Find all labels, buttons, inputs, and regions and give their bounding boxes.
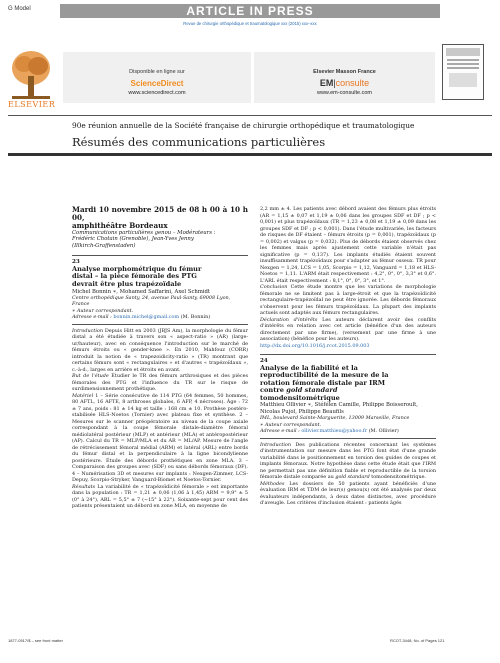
title-part: contre <box>260 386 287 395</box>
abstract-24-introduction <box>260 442 436 481</box>
section-text-end: tomodensitométrique. <box>369 474 427 481</box>
gmodel-label: G Model <box>8 6 31 12</box>
conference-line: 90e réunion annuelle de la Société française de chirurgie orthopédique et traumatologique <box>72 121 415 130</box>
section-label: Méthodes <box>260 480 285 487</box>
header-rule <box>8 115 492 116</box>
section-text: Depuis Hitt en 2003 (JBJS Am), la morphologie du fémur distal a été étudiée à travers son « aspect-ratio » (AR) (large-ur/hauteur), avec en conséquence l'introduction sur le marché de fémurs étroits ou « gender-knee ». En 2010, Mahfouz (CORR) introduit la notion de « trapezoidicity-ratio » (TR) montrant que certains fémurs sont « rectangulaires » et d'autres « trapézoïdaux », c.-à-d., larges en arrière et étroits en avant. <box>72 327 248 373</box>
abstract-24-title-1: Analyse de la fiabilité et la <box>260 363 358 372</box>
section-label: Résultats <box>72 483 96 490</box>
abstract-24-methods <box>260 481 436 507</box>
title-part-italic: gold standard <box>286 386 338 395</box>
em-consulte-box <box>254 52 435 103</box>
separator <box>260 354 436 355</box>
abstract-24-authors-2: Nicolas Pujol, Philippe Beaufils <box>260 408 344 415</box>
section-label: Déclaration d'intérêts <box>260 316 318 323</box>
section-label: Introduction <box>260 441 291 448</box>
section-text: La variabilité de « trapézoïdicité fémorale » est importante dans la population : TR = 1,21 ± 0,06 (1,06 à 1,45) ARM = 9,9° ± 5 (0° à 24°), ARL = 5,5° ± 7 (−15° à 22°). Soixante-sept pour cent des patients présentaient un débord en zone MLA, en moyenne de <box>72 483 248 510</box>
section-label: Matériel <box>72 392 94 399</box>
separator <box>260 438 436 439</box>
section-text: Étudier le TR des fémurs arthrosiques et des pièces fémorales des PTG et l'influence du TR sur le risque de surdimensionnement prothétique. <box>72 373 248 393</box>
session-moderators-2: (Illkirch-Graffenstaden) <box>72 242 136 249</box>
em-brand-part: EM <box>319 78 334 88</box>
abstract-24-number: 24 <box>260 358 268 364</box>
abstract-23-title-1: Analyse morphométrique du fémur <box>72 264 202 273</box>
sciencedirect-brand: ScienceDirect <box>130 79 184 88</box>
session-moderators-1: Frédéric Chotain (Grenoble), Jean-Yves Jenny <box>72 236 194 243</box>
abstract-23-email-line <box>72 314 248 321</box>
separator <box>72 324 248 325</box>
abstract-23-goal <box>72 373 248 393</box>
abstract-24-title-3: rotation fémorale distale par IRM <box>260 378 386 387</box>
email-owner: (M. Bonnin) <box>179 314 211 321</box>
email-label: Adresse e-mail : <box>260 428 302 435</box>
section-text: Des publications récentes concernant les systèmes d'instrumentation sur mesure dans les PTG font état d'une grande variabilité dans le positionnement en torsion des guides de coupes et implants fémoraux. Notre hypothèse dans cette étude était que l'IRM ne permettait pas une définition fiable et reproductible de la torsion fémorale distale comparée au <box>260 441 436 481</box>
email-label: Adresse e-mail : <box>72 314 114 321</box>
left-column <box>72 206 248 510</box>
section-label: But de l'étude <box>72 373 109 380</box>
sciencedirect-box <box>63 52 251 103</box>
abstract-23-authors: Michel Bonnin ∗, Mohamed Saffarini, Axel Schmidt <box>72 288 211 295</box>
em-consulte-brand: EM|consulte <box>319 78 370 88</box>
session-title-line-2: amphithéâtre Bordeaux <box>72 221 168 230</box>
abstract-23-introduction <box>72 328 248 374</box>
separator <box>72 255 248 256</box>
section-text: Les auteurs déclarent avoir des conflits d'intérêts en relation avec cet article (bénéfice d'un des auteurs directement par une firme), (versement par une firme à une association) (bénéfice pour les auteurs). <box>260 316 437 342</box>
abstract-23-declaration <box>260 317 436 343</box>
abstract-23-results <box>72 484 248 510</box>
page-title: Résumés des communications particulières <box>72 135 326 149</box>
session-title-line-1: Mardi 10 novembre 2015 de 08 h 00 à 10 h 00, <box>72 205 248 222</box>
title-rule <box>8 153 492 156</box>
section-text: Les dossiers de 50 patients ayant bénéficiés d'une évaluation IRM et TDM de leur(s) genou(x) ont été analysés par deux évaluateurs indépendants, à deux dates distinctes, avec procédure d'aveugle. Les critères d'inclusion étaient : patients âgés <box>260 480 436 507</box>
elsevier-tree-logo <box>8 46 54 102</box>
abstract-23-conclusion <box>260 284 436 317</box>
abstract-24-corresponding: ∗ Auteur correspondant. <box>260 421 322 428</box>
abstract-23-affiliation-1: Centre orthopédique Santy, 24, avenue Paul-Santy, 69008 Lyon, <box>72 294 231 301</box>
abstract-23-number: 23 <box>72 259 80 266</box>
section-label: Conclusion <box>260 284 288 290</box>
abstract-23-material <box>72 393 248 484</box>
footer-issn: 1877-0517/$ – see front matter <box>8 638 63 643</box>
section-label: Introduction <box>72 327 103 334</box>
article-in-press-banner: ARTICLE IN PRESS <box>60 4 440 18</box>
abstract-23-title-2: distal – la pièce fémorale des PTG <box>72 272 197 281</box>
abstract-24-email-link[interactable]: ollivier.matthieu@yahoo.fr <box>301 428 368 435</box>
abstract-24-authors-1: Matthieu Ollivier ∗, Stéfélen Camille, Philippe Boisseroult, <box>260 402 418 409</box>
consulte-brand-part: consulte <box>335 78 370 88</box>
abstract-23-doi-link[interactable]: http://dx.doi.org/10.1016/j.rcot.2015.09.003 <box>260 342 370 349</box>
abstract-23-results-continued: 2,2 mm ± 4. Les patients avec débord avaient des fémurs plus étroits (AR = 1,15 ± 0,07 et 1,19 ± 0,06 dans les groupes SDF et DF ; p < 0,001) et plus trapézoïdaux (TR = 1,23 ± 0,08 et 1,19 ± 0,09 dans les groupes SDF et DF ; p < 0,001). Dans l'étude multivariée, les facteurs de risques de DF étaient – fémurs étroits (p = 0,001), trapézoïdaux (p = 0,002) et valgus (p = 0,032). Plus de débords étaient observés chez les femmes mais après ajustement cette variable n'était pas significative (p = 0,137). Les implants étudiés étaient souvent insuffisamment trapézoïdaux pour s'adapter au fémur osseux. TR pour Nexgen = 1,24, LCS = 1,05, Scorpio = 1,12, Vanguard = 1,18 et HLS-Noetos = 1,11. L'ARM était respectivement : 4,2°, 0°, 0°, 3,3° et 0,6°. L'ARL était respectivement : 8,1°, 0°, 0°, 3°, et 1°. <box>260 206 436 284</box>
abstract-23-email-link[interactable]: bonnin.michel@gmail.com <box>113 314 180 321</box>
abstract-24-title-2: reproductibilité de la mesure de la <box>260 371 389 380</box>
abstract-24-title-5: tomodensitométrique <box>260 393 340 402</box>
elsevier-wordmark: ELSEVIER <box>8 100 56 109</box>
abstract-23-affiliation-2: France <box>72 301 90 308</box>
right-column <box>260 206 436 507</box>
publisher-label: Elsevier Masson France <box>313 69 376 75</box>
abstract-23-title-3: devrait être plus trapézoïdale <box>72 279 182 288</box>
abstract-24-affiliation: IML, boulevard Sainte-Marguerite, 13009 Marseille, France <box>260 415 410 422</box>
available-online-label: Disponible en ligne sur <box>129 69 185 75</box>
session-topic: Communications particulières genou – Modérateurs : <box>72 230 216 236</box>
section-text-italic: gold standard <box>335 474 370 481</box>
section-text: 1 – Série consécutive de 114 PTG (64 femmes, 50 hommes, 80 AFTL, 16 AFTE, 8 arthroses globales, 6 AFP, 4 nécroses). Âge : 72 ± 7 ans, poids : 81 ± 14 kg et taille : 168 cm ± 10. Prothèse postéro-stabilisée HLS-Noetos (Tornier) avec plateau fixe et synthèse. 2 – Mesures sur le scanner préopératoire au niveau de la coupe axiale correspondant à la coupe fémorale distale-diamètre fémoral médiolatéral postérieur (MLP) et antérieur (MLA) et antéropostérieur (AP). Calcul du TR = MLP/MLA et du AR = ML/AP. Mesure de l'angle de rétrécissement fémoral médial (ARM) et latéral (ARL) entre bords du fémur distal et la perpendiculaire à la ligne bicondylienne postérieure. Étude des débords prothétiques en zone MLA. 3 – Comparaison des groupes avec (SDF) ou sans débords fémoraux (DF). 4 – Numérisation 3D et mesures sur implants : Nexgen-Zimmer, LCS-Depuy, Scorpio-Stryker, Vanguard-Biomet et Noetos-Tornier. <box>72 392 248 484</box>
abstract-23-corresponding: ∗ Auteur correspondant. <box>72 307 134 314</box>
abstract-24-email-line <box>260 428 436 435</box>
sciencedirect-url[interactable]: www.sciencedirect.com <box>128 90 186 96</box>
section-text: Cette étude montre que les variations de morphologie fémorale ne se limitent pas à large-étroit et que la trapézoïdicité rectangulaire-trapézoïdal ne peut être ignorée. Les débords fémoraux s'observent pour les fémurs trapézoïdaux. La plupart des implants actuels sont adaptés aux fémurs rectangulaires. <box>260 284 436 316</box>
journal-cover-thumbnail <box>442 44 484 100</box>
footer-page-info: RCOT-3448; No. of Pages 121 <box>390 638 445 643</box>
email-owner: (M. Ollivier) <box>367 428 399 435</box>
em-consulte-url[interactable]: www.em-consulte.com <box>316 90 373 96</box>
journal-reference-link[interactable]: Revue de chirurgie orthopédique et traumatologique xxx (2015) xxx–xxx <box>183 21 317 26</box>
